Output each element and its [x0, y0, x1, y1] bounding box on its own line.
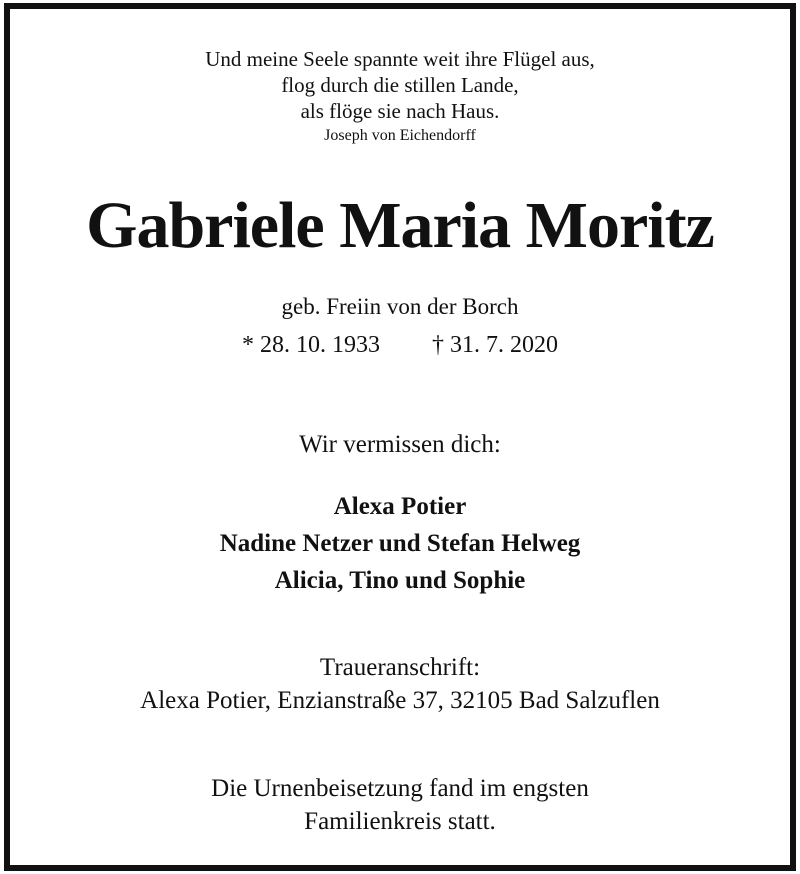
death-date: † 31. 7. 2020 — [432, 332, 558, 358]
poem-line-3: als flöge sie nach Haus. — [300, 99, 500, 123]
maiden-name: geb. Freiin von der Borch — [281, 294, 519, 319]
address-label: Traueranschrift: — [319, 654, 481, 681]
notice-line-2: Familienkreis statt. — [304, 808, 496, 835]
poem-line-2: flog durch die stillen Lande, — [281, 73, 519, 97]
birth-date: * 28. 10. 1933 — [242, 332, 380, 358]
mourner-name-2: Nadine Netzer und Stefan Helweg — [219, 530, 581, 557]
address-text: Alexa Potier, Enzianstraße 37, 32105 Bad Salzuflen — [140, 687, 660, 714]
poem-line-1: Und meine Seele spannte weit ihre Flügel aus, — [205, 47, 595, 71]
mourner-name-3: Alicia, Tino und Sophie — [274, 567, 526, 594]
notice-line-1: Die Urnenbeisetzung fand im engsten — [211, 775, 589, 802]
obituary-notice — [10, 9, 790, 865]
life-dates — [10, 331, 790, 359]
deceased-name: Gabriele Maria Moritz — [86, 189, 714, 262]
mourner-name-1: Alexa Potier — [333, 493, 467, 520]
poem-author: Joseph von Eichendorff — [324, 127, 476, 144]
mourners-intro: Wir vermissen dich: — [299, 431, 501, 458]
